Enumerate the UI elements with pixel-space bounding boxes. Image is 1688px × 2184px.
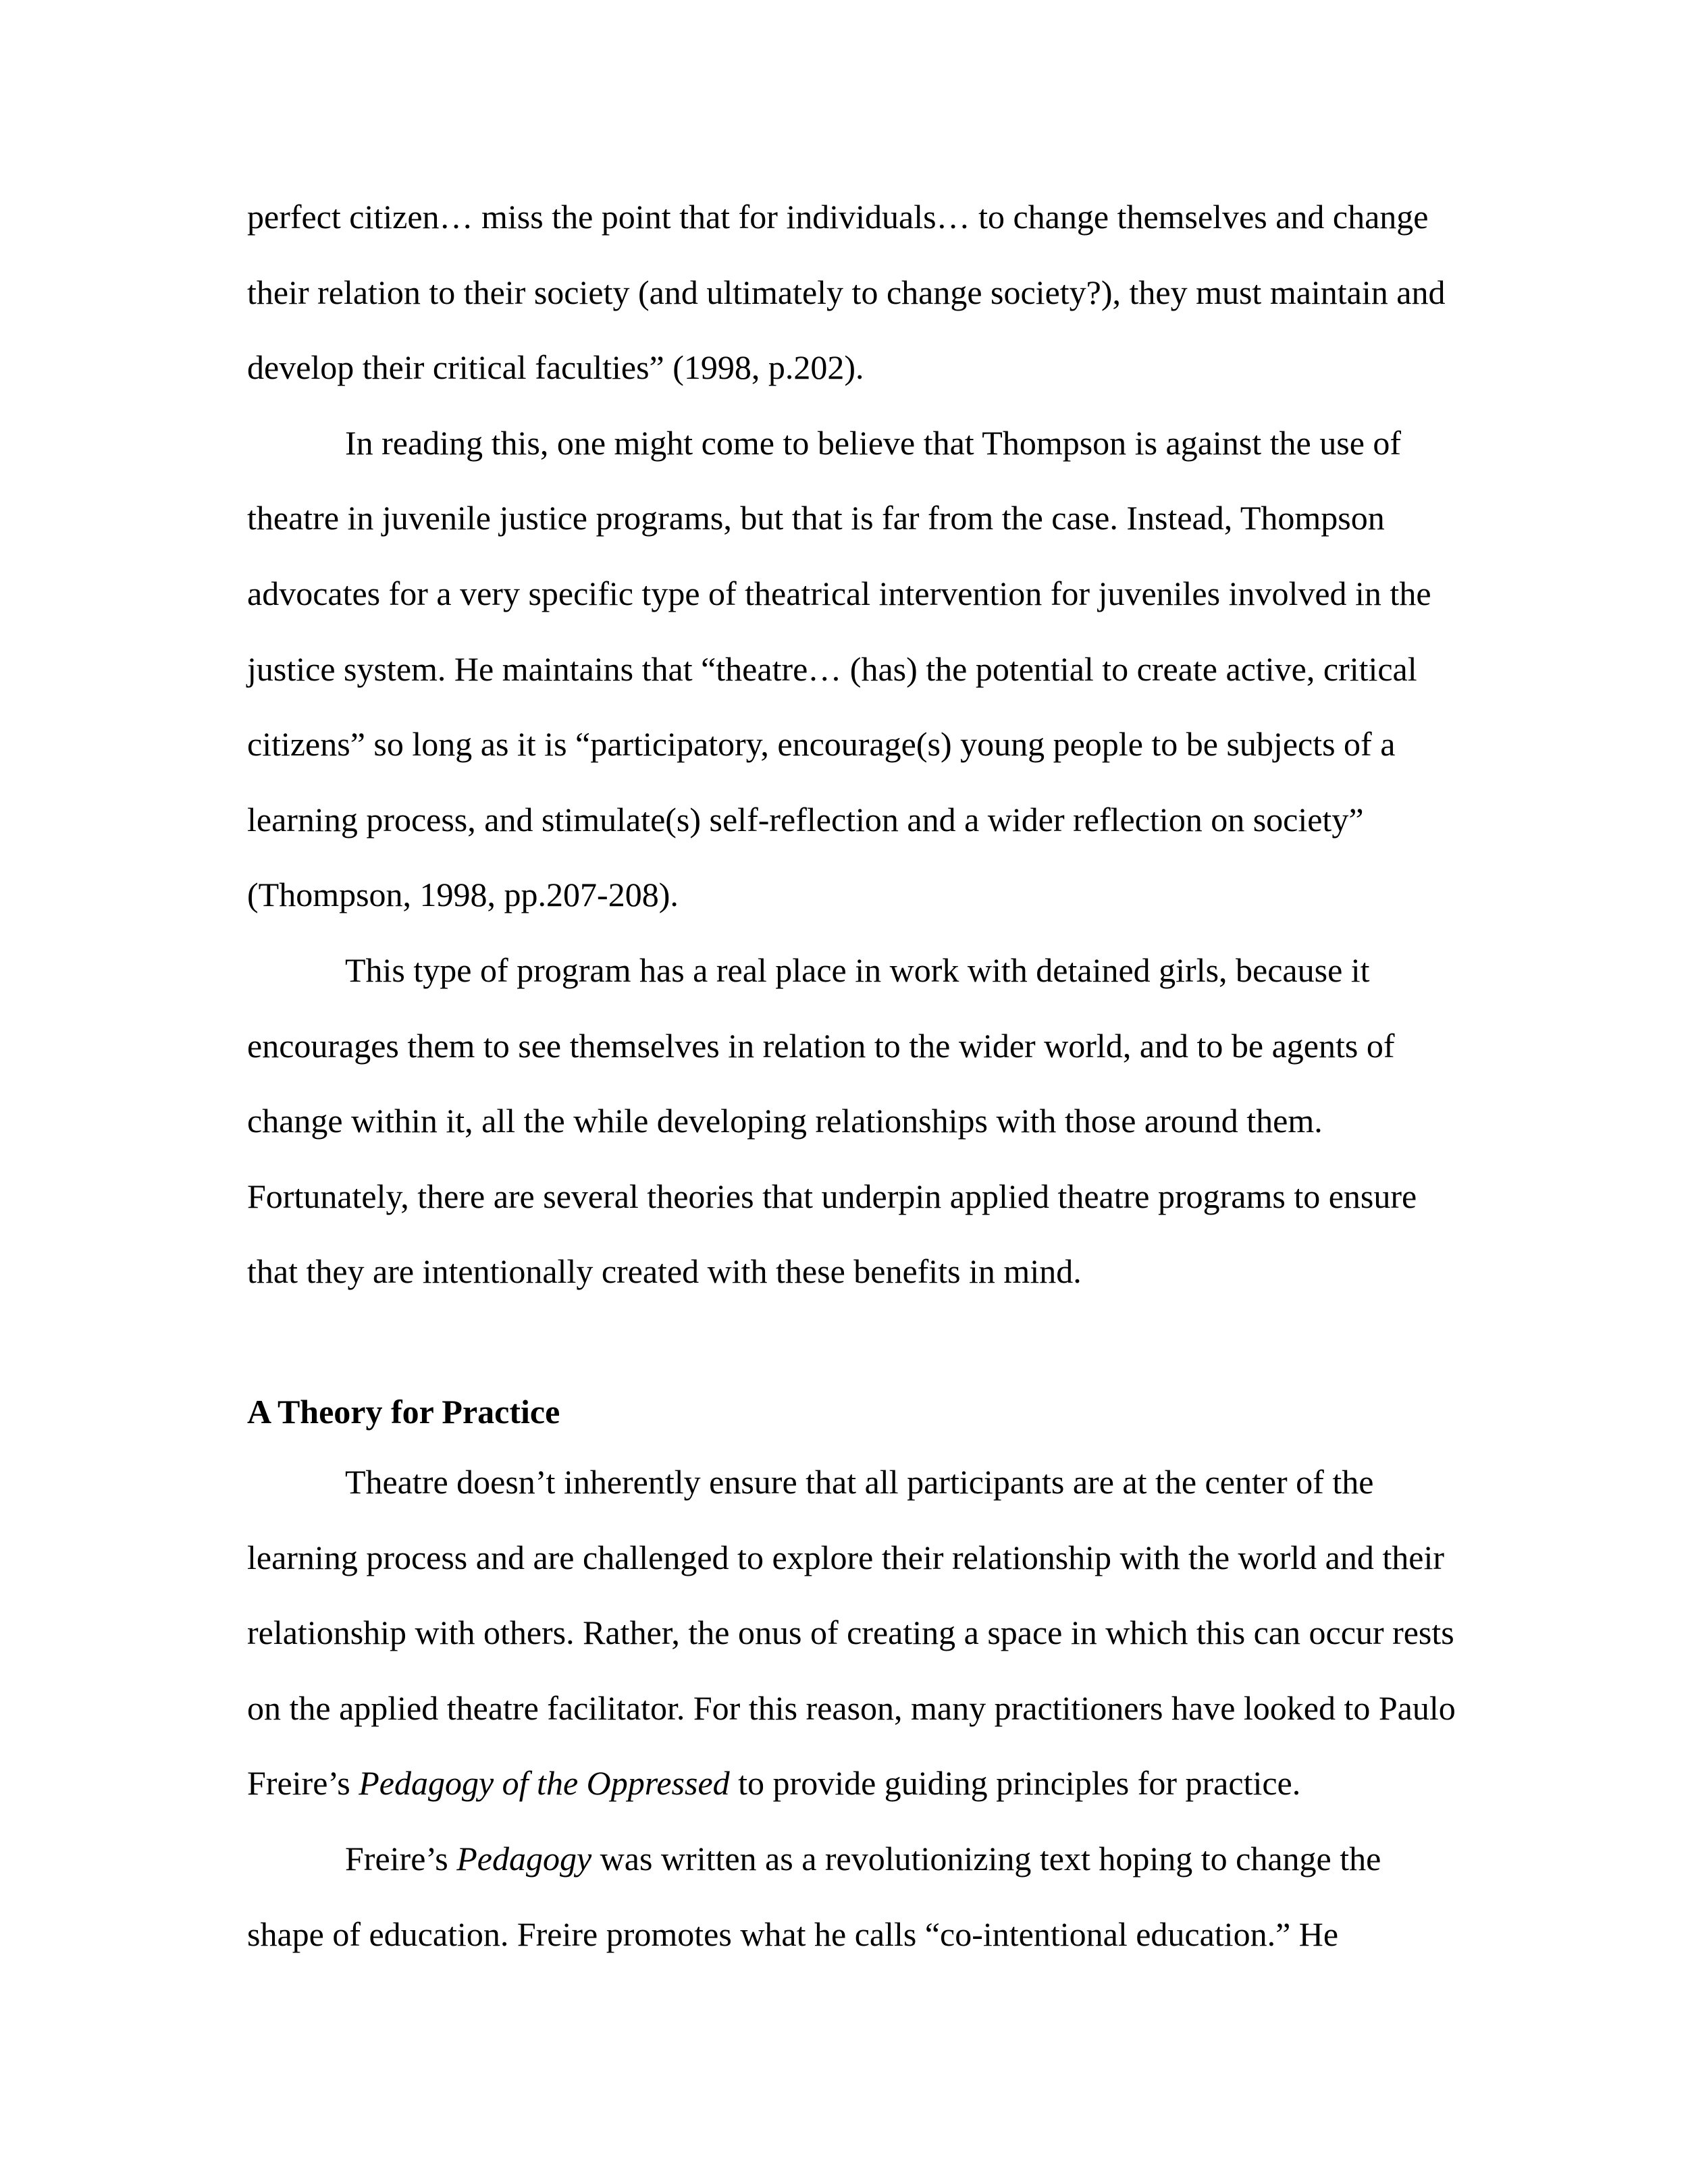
text-line: develop their critical faculties” (1998, p.202). bbox=[247, 348, 864, 387]
text-span: Freire’s bbox=[247, 1764, 359, 1803]
text-line: Theatre doesn’t inherently ensure that all participants are at the center of the bbox=[345, 1463, 1374, 1501]
text-line: their relation to their society (and ultimately to change society?), they must maintain and bbox=[247, 273, 1446, 311]
text-line: This type of program has a real place in work with detained girls, because it bbox=[345, 951, 1370, 989]
text-line: on the applied theatre facilitator. For this reason, many practitioners have looked to Paulo bbox=[247, 1688, 1456, 1727]
text-line: shape of education. Freire promotes what he calls “co-intentional education.” He bbox=[247, 1915, 1339, 1953]
text-line bbox=[247, 1746, 1462, 1821]
body-text-bottom bbox=[247, 1445, 1462, 1972]
text-line: relationship with others. Rather, the onus of creating a space in which this can occur rests bbox=[247, 1614, 1454, 1652]
book-title: Pedagogy bbox=[456, 1839, 592, 1877]
text-line bbox=[247, 1821, 1462, 1897]
text-line: citizens” so long as it is “participatory, encourage(s) young people to be subjects of a bbox=[247, 725, 1396, 764]
text-line: that they are intentionally created with these benefits in mind. bbox=[247, 1252, 1082, 1291]
text-line: perfect citizen… miss the point that for individuals… to change themselves and change bbox=[247, 198, 1429, 236]
text-span: was written as a revolutionizing text hoping to change the bbox=[591, 1839, 1381, 1877]
text-line: Fortunately, there are several theories that underpin applied theatre programs to ensure bbox=[247, 1177, 1417, 1215]
section-heading: A Theory for Practice bbox=[247, 1393, 560, 1431]
text-line: theatre in juvenile justice programs, but that is far from the case. Instead, Thompson bbox=[247, 499, 1385, 537]
text-span: Freire’s bbox=[345, 1839, 457, 1877]
text-line: In reading this, one might come to believe that Thompson is against the use of bbox=[345, 423, 1402, 462]
text-line: justice system. He maintains that “theatre… (has) the potential to create active, critical bbox=[247, 649, 1417, 688]
text-line: advocates for a very specific type of theatrical intervention for juveniles involved in the bbox=[247, 574, 1431, 612]
text-line: (Thompson, 1998, pp.207-208). bbox=[247, 876, 679, 914]
body-text-top bbox=[247, 180, 1462, 1310]
text-line: encourages them to see themselves in relation to the wider world, and to be agents of bbox=[247, 1026, 1395, 1065]
text-line: change within it, all the while developing relationships with those around them. bbox=[247, 1102, 1323, 1140]
book-title: Pedagogy of the Oppressed bbox=[359, 1764, 730, 1803]
text-line: learning process, and stimulate(s) self-reflection and a wider reflection on society” bbox=[247, 800, 1364, 838]
text-span: to provide guiding principles for practice. bbox=[729, 1764, 1301, 1803]
text-line: learning process and are challenged to explore their relationship with the world and their bbox=[247, 1538, 1444, 1576]
